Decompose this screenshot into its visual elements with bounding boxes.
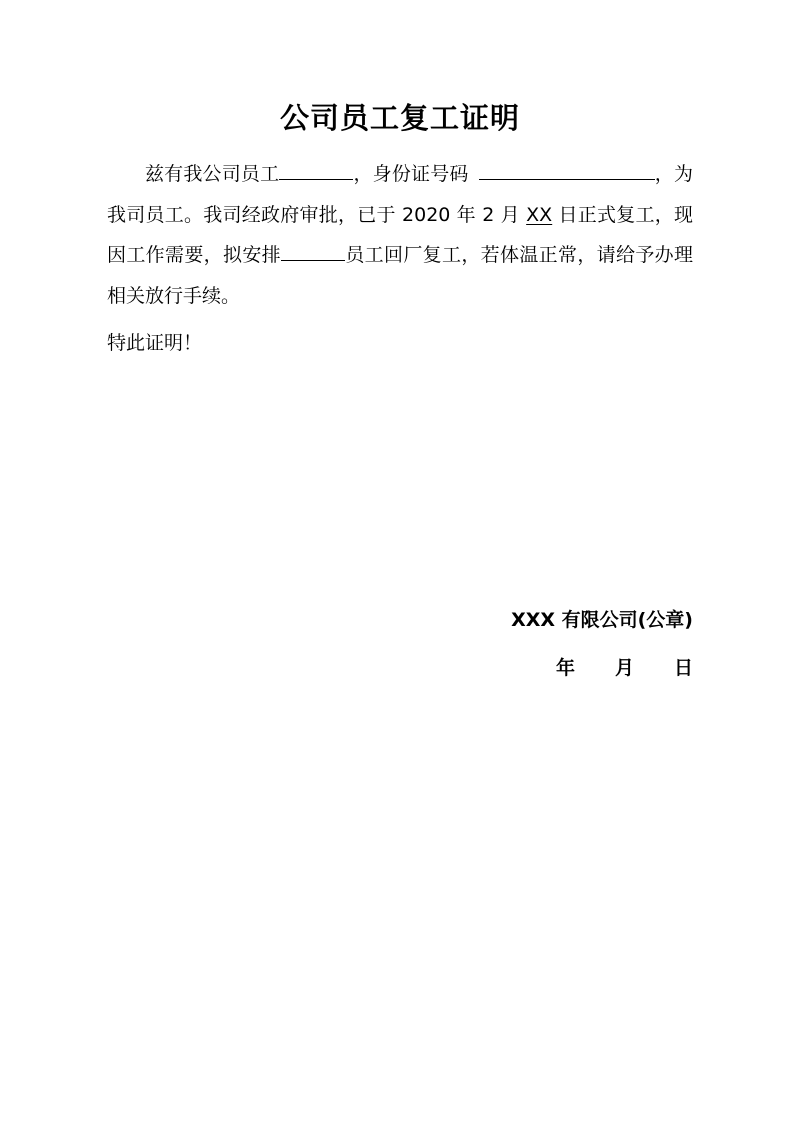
- certificate-paragraph: [107, 154, 693, 316]
- employee-name-blank: [279, 157, 353, 180]
- paragraph-text-3: ，为我司员工。我司经政府审批，已于 2020 年 2 月: [107, 163, 693, 226]
- employee-count-blank: [281, 238, 345, 261]
- company-signature: XXX 有限公司(公章): [511, 609, 693, 631]
- day-placeholder: XX: [526, 203, 553, 226]
- year-label: 年: [555, 657, 575, 679]
- paragraph-text-1: 兹有我公司员工: [145, 163, 280, 185]
- id-number-blank: [479, 157, 655, 180]
- closing-statement: 特此证明！: [107, 332, 203, 354]
- paragraph-text-5: 员工回厂复工，若体温正常，请给予办理相关放行手续。: [107, 244, 693, 307]
- month-label: 月: [614, 657, 634, 679]
- day-label: 日: [673, 657, 693, 679]
- paragraph-text-4: 日正式复工，现因工作需要，拟安排: [107, 203, 693, 266]
- paragraph-text-2: ，身份证号码: [353, 163, 469, 185]
- document-title: 公司员工复工证明: [279, 101, 520, 135]
- signature-date: [556, 648, 693, 688]
